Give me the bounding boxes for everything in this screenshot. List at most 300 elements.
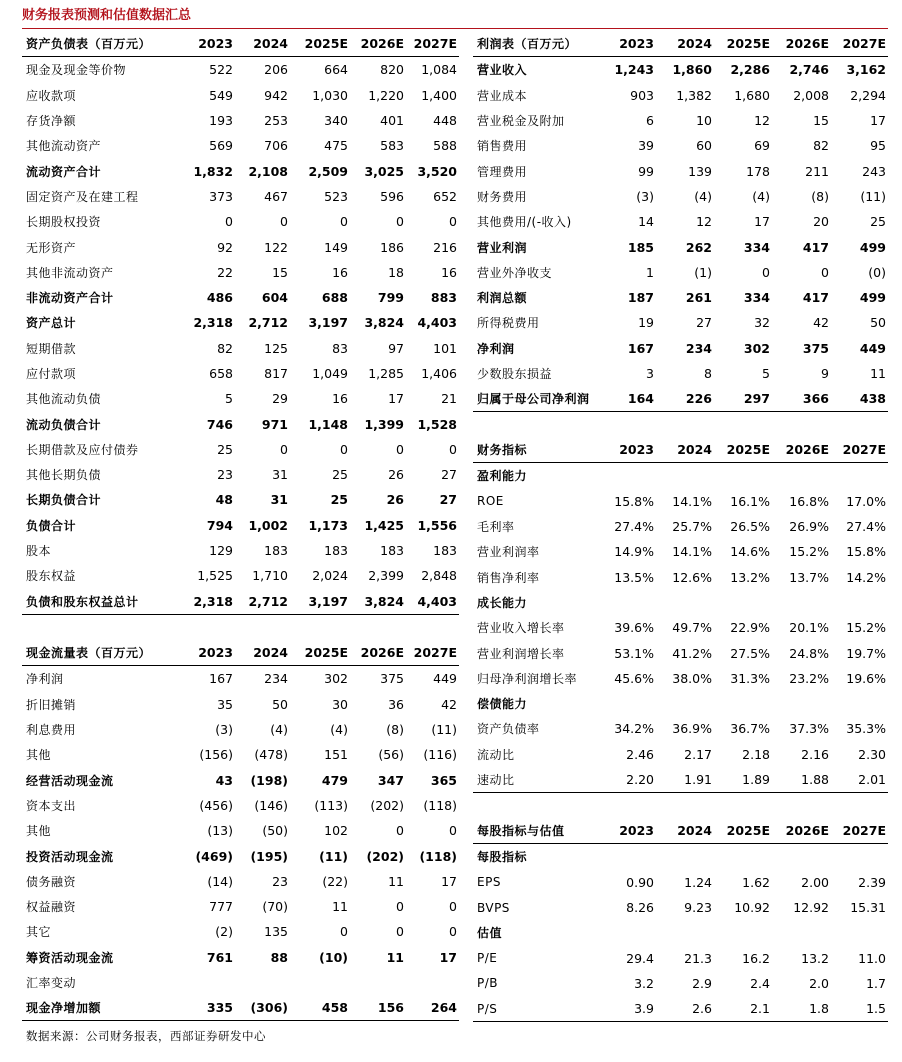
row-value: (13) — [207, 823, 233, 839]
row-value: 467 — [264, 188, 288, 204]
row-value: 1.7 — [866, 975, 886, 991]
year-header: 2023 — [176, 31, 235, 57]
table-row — [473, 108, 888, 133]
row-value: 23 — [272, 873, 288, 889]
row-label: BVPS — [477, 900, 510, 915]
table-row — [22, 133, 459, 158]
year-header: 2027E — [831, 31, 888, 57]
row-value: (469) — [195, 848, 233, 864]
row-value: 83 — [332, 340, 348, 356]
row-value: 19 — [638, 315, 654, 331]
row-value: 1,680 — [734, 87, 770, 103]
row-value: 27 — [696, 315, 712, 331]
row-value — [656, 463, 714, 489]
table-row — [22, 260, 459, 285]
year-header: 2024 — [235, 31, 290, 57]
year-header: 2024 — [656, 437, 714, 463]
row-value: 475 — [324, 138, 348, 154]
row-label: 净利润 — [26, 672, 64, 687]
row-value: 264 — [406, 995, 459, 1021]
row-value: 449 — [859, 340, 886, 356]
row-label: 应付款项 — [26, 367, 77, 381]
row-value: 2.20 — [600, 767, 656, 793]
row-value: 43 — [215, 772, 233, 788]
row-value: 27 — [441, 467, 457, 483]
table-row — [473, 336, 888, 361]
row-value: 2.0 — [809, 975, 829, 991]
table-row — [473, 158, 888, 183]
row-value: 97 — [388, 340, 404, 356]
row-value: 25 — [217, 441, 233, 457]
row-value: 569 — [209, 138, 233, 154]
table-row — [473, 539, 888, 564]
row-value: (146) — [254, 797, 288, 813]
row-value: 2,318 — [193, 315, 233, 331]
row-value: 24.8% — [789, 645, 829, 661]
row-value: 261 — [685, 290, 712, 306]
row-value: 41.2% — [672, 645, 712, 661]
table-row — [473, 463, 888, 489]
year-header: 2027E — [831, 437, 888, 463]
row-label: ROE — [477, 494, 504, 509]
row-value — [656, 590, 714, 615]
row-value: 0 — [449, 441, 457, 457]
row-value: 14 — [638, 214, 654, 230]
year-header: 2025E — [714, 818, 772, 844]
row-label: 资产总计 — [26, 316, 77, 331]
row-value: 479 — [321, 772, 348, 788]
table-row — [22, 692, 459, 717]
year-header: 2025E — [290, 640, 350, 666]
row-value: 5 — [225, 391, 233, 407]
row-value: 794 — [206, 517, 233, 533]
row-value: 9.23 — [684, 900, 712, 916]
table-row — [22, 717, 459, 742]
year-header: 2026E — [772, 818, 831, 844]
row-value: 12.92 — [793, 900, 829, 916]
row-value: 178 — [746, 163, 770, 179]
row-label: 债务融资 — [26, 874, 77, 889]
row-value — [831, 691, 888, 716]
row-value — [714, 590, 772, 615]
row-label: 无形资产 — [26, 240, 77, 255]
row-label: 营业利润增长率 — [477, 646, 565, 661]
page-title: 财务报表预测和估值数据汇总 — [22, 8, 192, 23]
row-value: 13.2 — [801, 950, 829, 966]
table-row — [473, 285, 888, 310]
table-row — [22, 411, 459, 436]
table-title: 每股指标与估值 — [473, 818, 600, 844]
row-value: 1,030 — [312, 87, 348, 103]
table-row — [473, 57, 888, 83]
row-value: 125 — [264, 340, 288, 356]
table-row — [22, 310, 459, 335]
row-value — [600, 920, 656, 945]
row-value — [831, 844, 888, 870]
row-value: 799 — [377, 290, 404, 306]
row-value: 25 — [330, 492, 348, 508]
row-value: 438 — [831, 386, 888, 412]
row-value: 6 — [646, 113, 654, 129]
row-value: 401 — [380, 113, 404, 129]
row-value: 0 — [280, 214, 288, 230]
row-value: 183 — [264, 543, 288, 559]
row-value: 122 — [264, 239, 288, 255]
title-divider — [22, 28, 888, 29]
row-label: 其它 — [26, 925, 52, 940]
row-value: 13.7% — [789, 569, 829, 585]
row-value — [656, 844, 714, 870]
row-value: 16.1% — [730, 493, 770, 509]
row-value: 30 — [332, 696, 348, 712]
row-value: 243 — [862, 163, 886, 179]
row-value — [772, 844, 831, 870]
row-value — [600, 590, 656, 615]
row-label: 负债和股东权益总计 — [22, 589, 176, 615]
row-value: 1,148 — [308, 416, 348, 432]
table-row — [473, 945, 888, 970]
row-value: 36 — [388, 696, 404, 712]
row-value: 187 — [627, 290, 654, 306]
year-header: 2023 — [600, 437, 656, 463]
row-value: 16 — [332, 391, 348, 407]
row-value: 22.9% — [730, 620, 770, 636]
row-value: 13.5% — [614, 569, 654, 585]
row-value: 2.18 — [742, 746, 770, 762]
row-value: 1,084 — [421, 62, 457, 78]
row-value: 31 — [272, 467, 288, 483]
row-value — [831, 920, 888, 945]
row-value: 1 — [646, 264, 654, 280]
table-row — [473, 615, 888, 640]
row-value: (156) — [199, 747, 233, 763]
row-value: 10 — [696, 113, 712, 129]
table-row — [473, 691, 888, 716]
row-value: (202) — [370, 797, 404, 813]
row-value: 151 — [324, 747, 348, 763]
row-value: 1,710 — [252, 568, 288, 584]
row-value: 0 — [340, 924, 348, 940]
table-row — [22, 386, 459, 411]
row-label: 利息费用 — [26, 723, 77, 738]
row-label: 流动资产合计 — [26, 164, 102, 179]
year-header: 2025E — [714, 437, 772, 463]
row-label: 短期借款 — [26, 341, 77, 356]
table-row — [22, 184, 459, 209]
row-value: 25.7% — [672, 519, 712, 535]
row-value: 149 — [324, 239, 348, 255]
row-value: (11) — [319, 848, 348, 864]
row-value: 2,712 — [248, 315, 288, 331]
row-value: 5 — [762, 366, 770, 381]
row-value: 3,197 — [308, 315, 348, 331]
row-value: 3,824 — [350, 589, 406, 615]
row-value: 688 — [321, 290, 348, 306]
row-label: P/S — [473, 996, 600, 1022]
year-header: 2026E — [350, 640, 406, 666]
row-value: 1.5 — [831, 996, 888, 1022]
row-value: 2,746 — [789, 62, 829, 78]
row-value: 1,525 — [197, 568, 233, 584]
row-label: 其他费用/(-收入) — [477, 215, 572, 230]
row-value: 17 — [388, 391, 404, 407]
row-value: 347 — [377, 772, 404, 788]
row-value: 1,556 — [417, 517, 457, 533]
row-value: 17 — [439, 949, 457, 965]
row-value: (4) — [330, 722, 348, 738]
row-value: 15.31 — [850, 900, 886, 916]
table-row — [22, 742, 459, 767]
income-statement-table — [473, 31, 888, 412]
row-value: 2.1 — [714, 996, 772, 1022]
row-value: (11) — [431, 722, 457, 738]
row-value: 20 — [813, 214, 829, 230]
row-value: (3) — [215, 722, 233, 738]
row-value: 523 — [324, 188, 348, 204]
row-value: 34.2% — [614, 721, 654, 737]
table-row — [473, 844, 888, 870]
table-row — [473, 184, 888, 209]
row-value — [656, 920, 714, 945]
row-value: 658 — [209, 366, 233, 381]
row-value: 60 — [696, 138, 712, 154]
row-value: 27.4% — [846, 519, 886, 535]
row-value: 3,197 — [290, 589, 350, 615]
row-label: 汇率变动 — [26, 976, 77, 990]
table-title: 现金流量表（百万元） — [22, 640, 176, 666]
row-value: (8) — [811, 188, 829, 204]
row-value: 16.2 — [742, 950, 770, 966]
row-value: (456) — [199, 797, 233, 813]
table-row — [473, 133, 888, 158]
row-label: 财务费用 — [477, 189, 528, 204]
row-value: 29 — [272, 391, 288, 407]
row-value: (56) — [378, 747, 404, 763]
table-row — [22, 437, 459, 462]
row-value: 185 — [627, 239, 654, 255]
row-value: 11 — [386, 949, 404, 965]
table-row — [473, 564, 888, 589]
row-value: 761 — [206, 949, 233, 965]
year-header: 2025E — [290, 31, 350, 57]
row-label: 净利润 — [477, 341, 515, 356]
row-value: 777 — [209, 899, 233, 915]
row-value: 167 — [627, 340, 654, 356]
row-value: (70) — [262, 899, 288, 915]
row-value: 12.6% — [672, 569, 712, 585]
row-value: 366 — [772, 386, 831, 412]
row-value: 335 — [176, 995, 235, 1021]
row-value: 135 — [264, 924, 288, 940]
table-row — [22, 285, 459, 310]
row-label: 销售净利率 — [477, 570, 540, 585]
table-row — [22, 538, 459, 563]
row-label: 长期负债合计 — [26, 493, 102, 508]
row-value: 375 — [380, 671, 404, 687]
row-label: 估值 — [477, 926, 503, 941]
table-row — [473, 870, 888, 895]
row-value: 27.4% — [614, 519, 654, 535]
row-value: 17.0% — [846, 493, 886, 509]
row-value: 16 — [441, 264, 457, 280]
row-value: 19.6% — [846, 670, 886, 686]
year-header: 2027E — [406, 31, 459, 57]
data-source-note: 数据来源：公司财务报表，西部证券研发中心 — [26, 1029, 266, 1043]
row-value: (10) — [319, 949, 348, 965]
row-label: 成长能力 — [477, 595, 528, 610]
row-label: 归母净利润增长率 — [477, 671, 578, 686]
row-value: 1.91 — [656, 767, 714, 793]
row-value: 26.5% — [730, 519, 770, 535]
row-value: 139 — [688, 163, 712, 179]
row-label: 流动负债合计 — [26, 417, 102, 432]
row-value: 69 — [754, 138, 770, 154]
row-value: 262 — [685, 239, 712, 255]
row-value: 31.3% — [730, 670, 770, 686]
row-label: 现金及现金等价物 — [26, 63, 127, 78]
table-row — [22, 462, 459, 487]
row-value: 15 — [272, 264, 288, 280]
table-row — [473, 716, 888, 741]
row-value: 499 — [859, 239, 886, 255]
row-value: (198) — [250, 772, 288, 788]
row-value: 17 — [754, 214, 770, 230]
row-value: 0 — [340, 441, 348, 457]
row-value: 17 — [441, 873, 457, 889]
table-row — [473, 895, 888, 920]
row-value: 2,294 — [850, 87, 886, 103]
per-share-valuation-table — [473, 818, 888, 1022]
row-value: 0 — [396, 823, 404, 839]
row-value: (116) — [423, 747, 457, 763]
row-value: 35.3% — [846, 721, 886, 737]
row-value: 3.2 — [634, 975, 654, 991]
year-header: 2024 — [656, 818, 714, 844]
row-value: 82 — [217, 340, 233, 356]
row-value: 21.3 — [684, 950, 712, 966]
row-label: 营业外净收支 — [477, 265, 553, 280]
row-label: 其他流动负债 — [26, 392, 102, 407]
table-row — [22, 995, 459, 1021]
table-row — [22, 513, 459, 538]
row-value: 15 — [813, 113, 829, 129]
row-value: 23 — [217, 467, 233, 483]
table-row — [473, 83, 888, 108]
row-label: 少数股东损益 — [477, 367, 553, 381]
row-value: 37.3% — [789, 721, 829, 737]
row-value — [772, 691, 831, 716]
row-value — [406, 970, 459, 995]
row-value: 226 — [656, 386, 714, 412]
table-header-row — [473, 437, 888, 463]
row-value: 253 — [264, 113, 288, 129]
table-row — [22, 869, 459, 894]
row-label: 经营活动现金流 — [26, 773, 114, 788]
row-value: 16 — [332, 264, 348, 280]
row-value: 26 — [386, 492, 404, 508]
row-value: 0 — [340, 214, 348, 230]
row-label: 现金净增加额 — [22, 995, 176, 1021]
row-value: 1,243 — [614, 62, 654, 78]
row-value — [176, 970, 235, 995]
row-label: 归属于母公司净利润 — [473, 386, 600, 412]
row-label: 权益融资 — [26, 900, 77, 915]
row-value: 50 — [272, 696, 288, 712]
year-header: 2027E — [406, 640, 459, 666]
row-value: 2.00 — [801, 874, 829, 890]
table-row — [22, 970, 459, 995]
row-value — [772, 590, 831, 615]
row-value: 92 — [217, 239, 233, 255]
row-value — [656, 691, 714, 716]
row-value: 99 — [638, 163, 654, 179]
row-value: 15.2% — [789, 544, 829, 560]
row-value: 596 — [380, 188, 404, 204]
row-label: 营业收入 — [477, 63, 528, 78]
row-value: 12 — [754, 113, 770, 129]
table-row — [473, 996, 888, 1022]
row-label: 股本 — [26, 544, 52, 559]
row-value: (113) — [314, 797, 348, 813]
year-header: 2026E — [350, 31, 406, 57]
row-value: 1,002 — [248, 517, 288, 533]
row-value: (8) — [386, 722, 404, 738]
table-row — [22, 563, 459, 588]
row-value: 14.1% — [672, 493, 712, 509]
row-value: 652 — [433, 188, 457, 204]
row-value: (14) — [207, 873, 233, 889]
table-row — [473, 971, 888, 996]
row-value: 0 — [396, 899, 404, 915]
row-value: 206 — [264, 62, 288, 78]
row-value: 216 — [433, 239, 457, 255]
row-label: 每股指标 — [477, 850, 528, 865]
row-value: 2,024 — [312, 568, 348, 584]
row-value: 42 — [813, 315, 829, 331]
financial-ratios-table — [473, 437, 888, 793]
row-value — [600, 691, 656, 716]
row-value: (50) — [262, 823, 288, 839]
row-value — [714, 463, 772, 489]
row-value: 21 — [441, 391, 457, 407]
row-value: 22 — [217, 264, 233, 280]
row-label: 利润总额 — [477, 291, 528, 306]
balance-sheet-table — [22, 31, 459, 615]
row-value: 1,832 — [193, 163, 233, 179]
row-value: 45.6% — [614, 670, 654, 686]
row-value: 88 — [270, 949, 288, 965]
row-value: 3,824 — [364, 315, 404, 331]
row-value: (4) — [270, 722, 288, 738]
row-value: 11.0 — [858, 950, 886, 966]
year-header: 2023 — [176, 640, 235, 666]
row-value: 211 — [805, 163, 829, 179]
row-value: 9 — [821, 366, 829, 381]
table-title: 利润表（百万元） — [473, 31, 600, 57]
row-label: 盈利能力 — [477, 469, 528, 484]
table-title: 资产负债表（百万元） — [22, 31, 176, 57]
row-value: 1,406 — [421, 366, 457, 381]
row-value: 39.6% — [614, 620, 654, 636]
row-value: 1,425 — [364, 517, 404, 533]
table-row — [22, 57, 459, 83]
cash-flow-table — [22, 640, 459, 1021]
row-value: 0 — [449, 899, 457, 915]
row-value: 0 — [449, 823, 457, 839]
row-label: 其他 — [26, 748, 52, 763]
table-row — [473, 386, 888, 412]
row-value: 32 — [754, 315, 770, 331]
